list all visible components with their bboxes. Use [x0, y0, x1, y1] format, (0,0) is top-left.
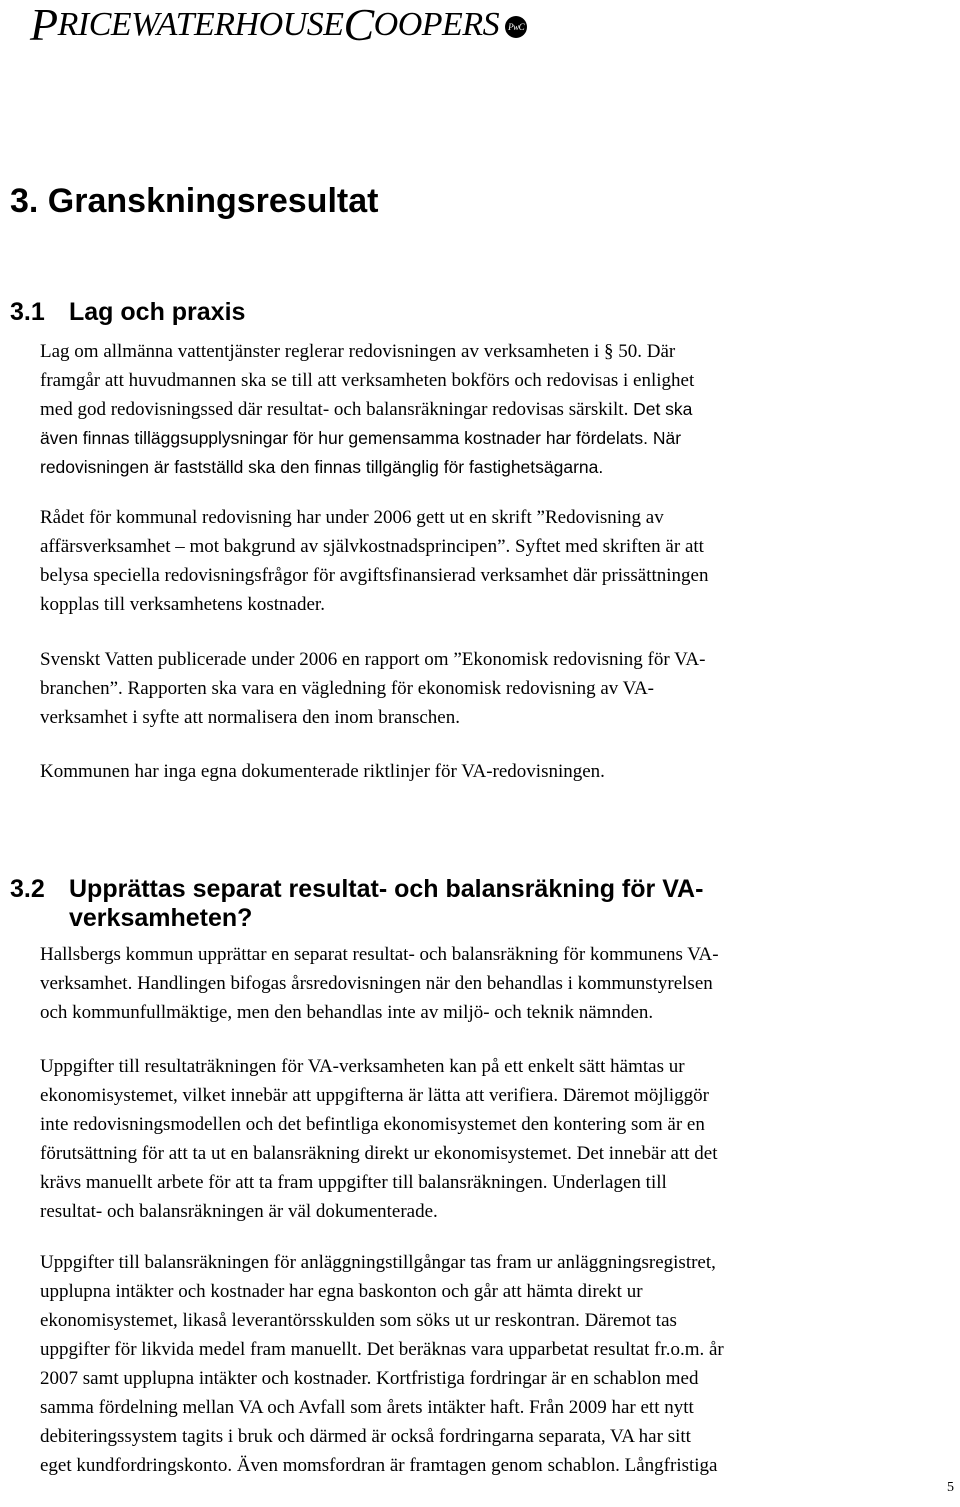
section-title-continued: verksamheten?: [69, 904, 253, 932]
paragraph: Rådet för kommunal redovisning har under 2006 gett ut en skrift ”Redovisning av affärsverksamhet – mot bakgrund av självkostnadsprincipen”. Syftet med skriften är att belysa speciella redovisningsfrågor för avgiftsfinansierad verksamhet där prissättningen kopplas till verksamhetens kostnader.: [40, 507, 709, 615]
paragraph: Lag om allmänna vattentjänster reglerar redovisningen av verksamheten i § 50. Där framgår att huvudmannen ska se till att verksamheten bokförs och redovisas i enlighet med god redovisningssed där resultat- och balansräkningar redovisas särskilt. Det ska även finnas tilläggsupplysningar för hur gemensamma kostnader har fördelats. När redovisningen är fastställd ska den finnas tillgänglig för fastighetsägarna.: [40, 341, 695, 477]
section-heading: [10, 875, 703, 933]
paragraph: Uppgifter till resultaträkningen för VA-verksamheten kan på ett enkelt sätt hämtas ur ekonomisystemet, vilket innebär att uppgifterna är lätta att verifiera. Däremot möjliggör inte redovisningsmodellen och det befintliga ekonomisystemet den kontering som är en förutsättning för att ta ut en balansräkning direkt ur ekonomisystemet. Det innebär att det krävs manuellt arbete för att ta fram uppgifter till balansräkningen. Underlagen till resultat- och balansräkningen är väl dokumenterade.: [40, 1056, 718, 1222]
page-number: 5: [947, 1480, 954, 1495]
logo-letter: P: [30, 0, 58, 50]
section-title: Lag och praxis: [69, 298, 246, 326]
logo-seal-icon: PwC: [505, 16, 527, 38]
company-logo: [30, 2, 527, 48]
section-number: 3.1: [10, 298, 45, 326]
logo-letter: C: [343, 0, 374, 50]
logo-text: RICEWATERHOUSE: [57, 6, 344, 43]
paragraph: Uppgifter till balansräkningen för anläggningstillgångar tas fram ur anläggningsregistret, upplupna intäkter och kostnader har egna baskonton och går att hämta direkt ur ekonomisystemet, likaså leverantörsskulden som söks ut ur reskontran. Däremot tas uppgifter för likvida medel fram manuellt. Det beräknas vara upparbetat resultat fr.o.m. år 2007 samt upplupna intäkter och kostnader. Kortfristiga fordringar är en schablon med samma fördelning mellan VA och Avfall som årets intäkter haft. Från 2009 har ett nytt debiteringssystem tagits i bruk och därmed är också fordringarna separata, VA har sitt eget kundfordringskonto. Även momsfordran är framtagen genom schablon. Långfristiga: [40, 1252, 724, 1476]
paragraph: Svenskt Vatten publicerade under 2006 en rapport om ”Ekonomisk redovisning för VA- branchen”. Rapporten ska vara en vägledning för ekonomisk redovisning av VA- verksamhet i syfte att normalisera den inom branschen.: [40, 649, 706, 728]
page-title: 3. Granskningsresultat: [10, 182, 379, 220]
section-number: 3.2: [10, 875, 45, 903]
section-title: Upprättas separat resultat- och balansräkning för VA-: [69, 875, 704, 903]
paragraph: Kommunen har inga egna dokumenterade riktlinjer för VA-redovisningen.: [40, 761, 605, 782]
paragraph: Hallsbergs kommun upprättar en separat resultat- och balansräkning för kommunens VA- verksamhet. Handlingen bifogas årsredovisningen när den behandlas i kommunstyrelsen och kommunfullmäktige, men den behandlas inte av miljö- och teknik nämnden.: [40, 944, 719, 1023]
logo-text: OOPERS: [373, 6, 500, 43]
section-heading: [10, 298, 245, 327]
